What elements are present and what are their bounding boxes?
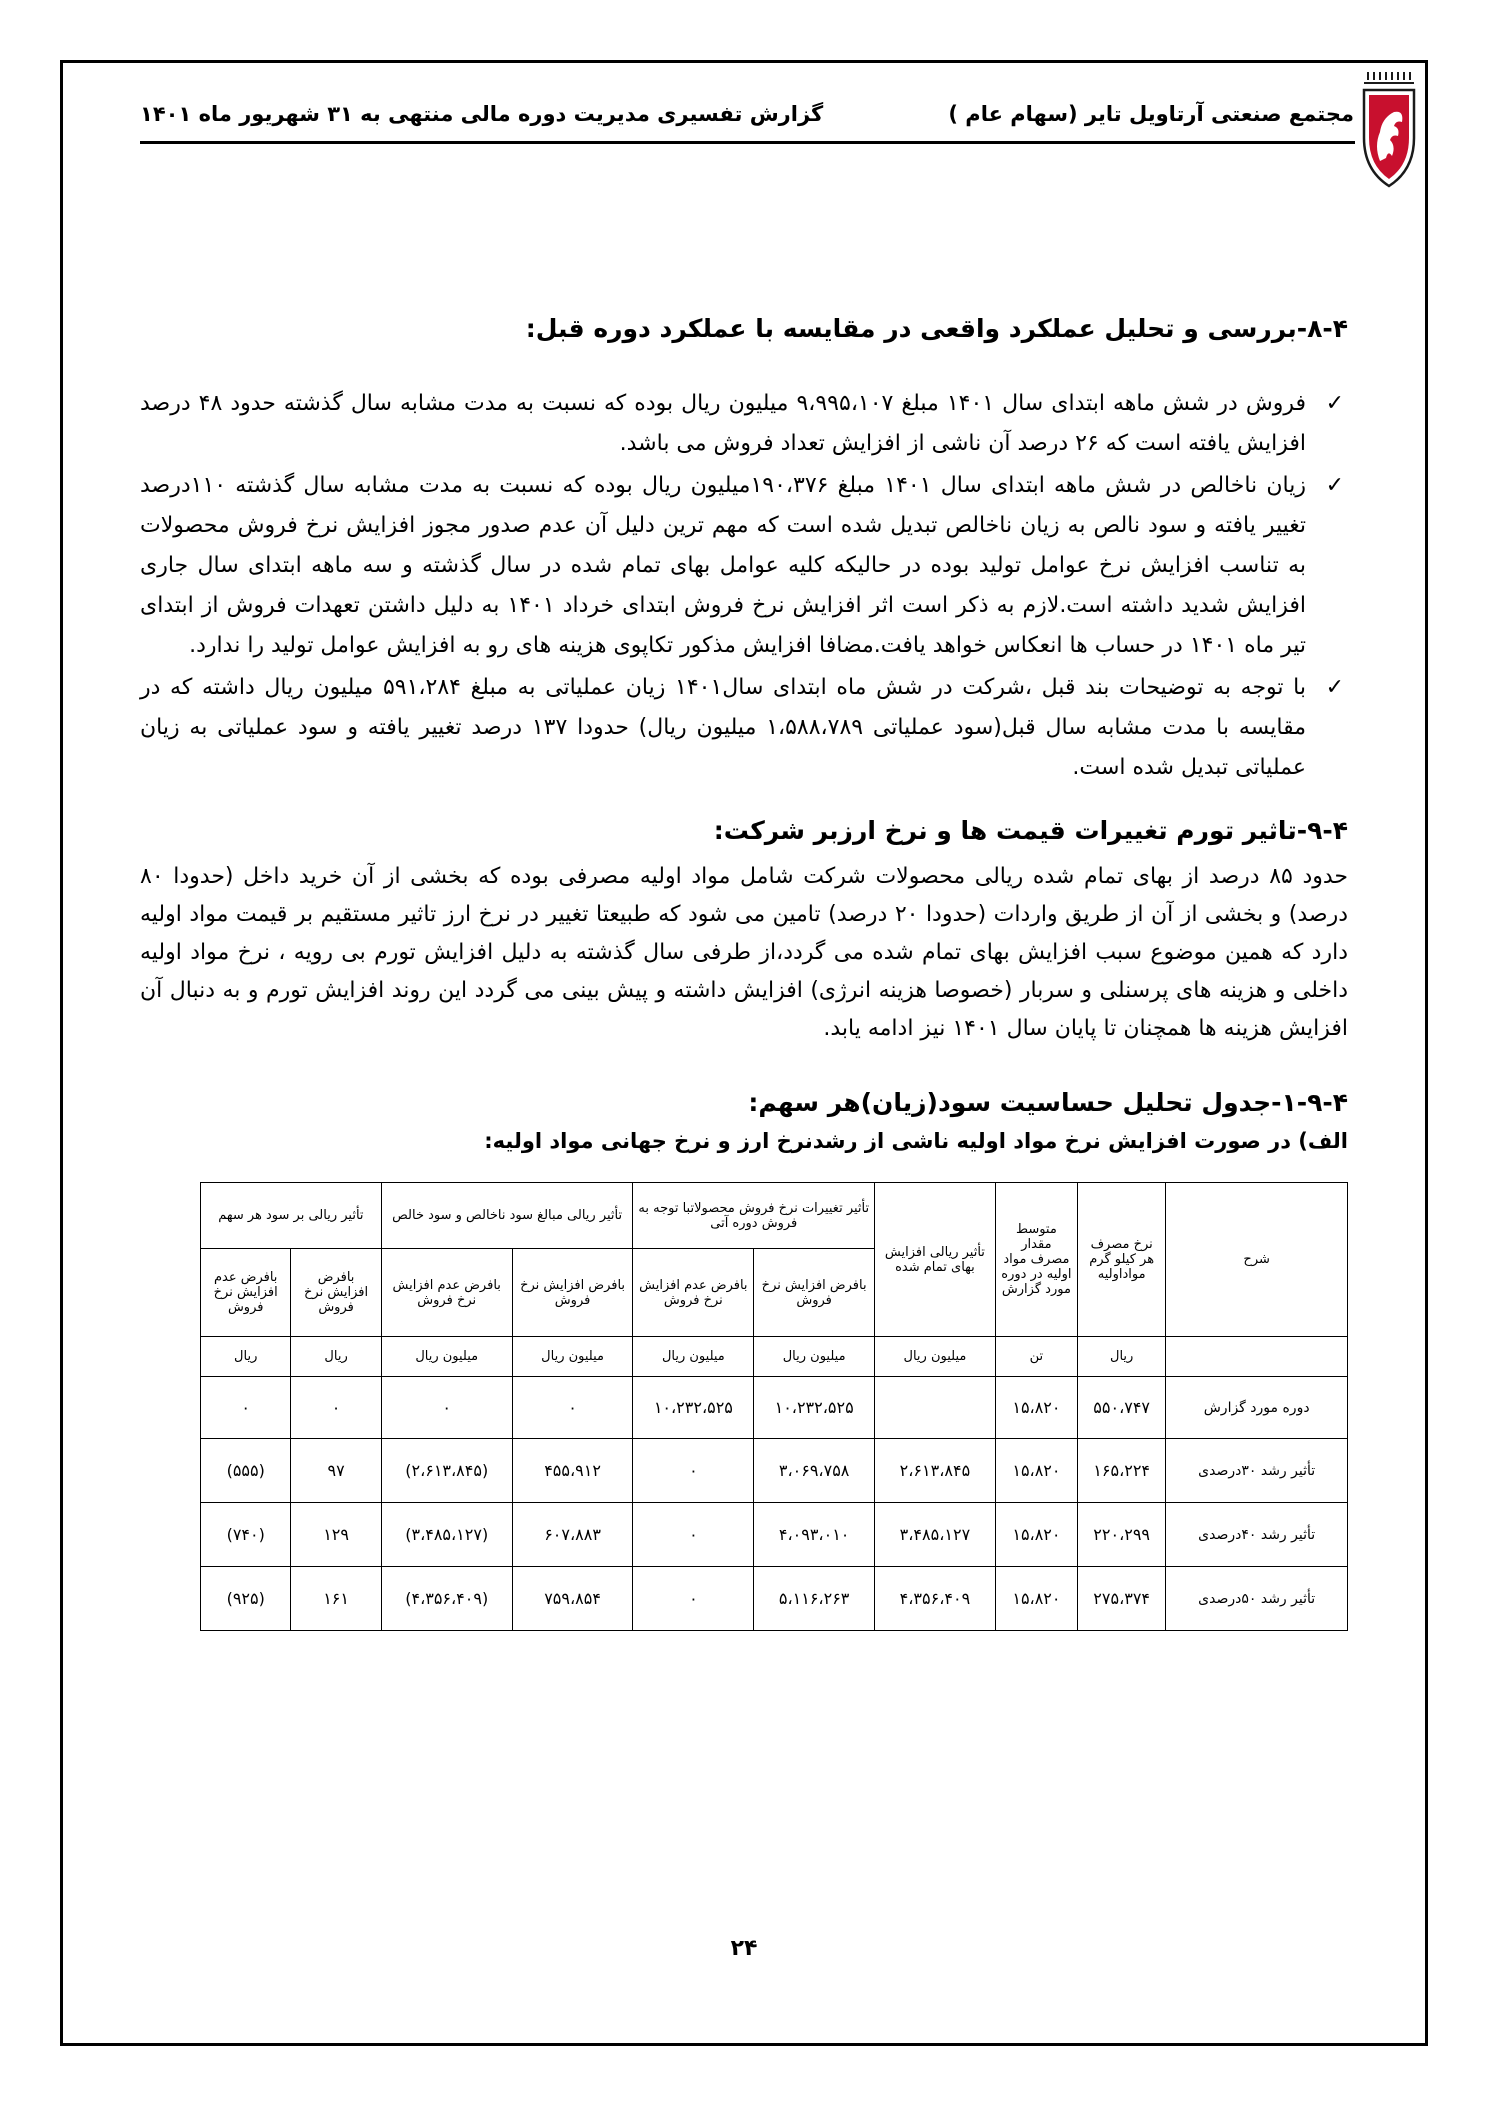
cell-profit-with: ۶۰۷،۸۸۳ bbox=[512, 1503, 633, 1567]
cell-rate: ۲۲۰،۲۹۹ bbox=[1078, 1503, 1166, 1567]
header-sales-group: تأثیر تغییرات نرخ فروش محصولاتبا توجه به فروش دوره آتی bbox=[633, 1183, 875, 1249]
cell-eps-without: (۹۲۵) bbox=[201, 1567, 291, 1631]
cell-profit-with: ۴۵۵،۹۱۲ bbox=[512, 1439, 633, 1503]
table-row bbox=[201, 1377, 1348, 1439]
units-row bbox=[201, 1337, 1348, 1377]
unit-cell: ریال bbox=[201, 1337, 291, 1377]
header-eps-without: بافرض عدم افزایش نرخ فروش bbox=[201, 1249, 291, 1337]
cell-cost: ۴،۳۵۶،۴۰۹ bbox=[875, 1567, 996, 1631]
cell-profit-with: ۰ bbox=[512, 1377, 633, 1439]
cell-sales-without: ۱۰،۲۳۲،۵۲۵ bbox=[633, 1377, 754, 1439]
table-row bbox=[201, 1567, 1348, 1631]
table-row bbox=[201, 1439, 1348, 1503]
header-eps-with: بافرض افزایش نرخ فروش bbox=[291, 1249, 381, 1337]
cell-cost: ۳،۴۸۵،۱۲۷ bbox=[875, 1503, 996, 1567]
cell-sales-without: ۰ bbox=[633, 1439, 754, 1503]
row-label: تأثیر رشد ۵۰درصدی bbox=[1166, 1567, 1348, 1631]
cell-eps-without: (۷۴۰) bbox=[201, 1503, 291, 1567]
checkmark-icon: ✓ bbox=[1325, 391, 1344, 416]
cell-eps-without: ۰ bbox=[201, 1377, 291, 1439]
cell-profit-without: (۲،۶۱۳،۸۴۵) bbox=[381, 1439, 512, 1503]
header-profit-with: بافرض افزایش نرخ فروش bbox=[512, 1249, 633, 1337]
page-header bbox=[140, 94, 1354, 138]
page-number: ۲۴ bbox=[730, 1936, 758, 1961]
header-rate: نرخ مصرف هر کیلو گرم مواداولیه bbox=[1078, 1183, 1166, 1337]
table-row bbox=[201, 1503, 1348, 1567]
cell-sales-without: ۰ bbox=[633, 1503, 754, 1567]
unit-cell: میلیون ریال bbox=[633, 1337, 754, 1377]
row-label: دوره مورد گزارش bbox=[1166, 1377, 1348, 1439]
report-title: گزارش تفسیری مدیریت دوره مالی منتهی به ۳۱ شهریور ماه ۱۴۰۱ bbox=[140, 102, 824, 126]
table-subtitle: الف) در صورت افزایش نرخ مواد اولیه ناشی از رشدنرخ ارز و نرخ جهانی مواد اولیه: bbox=[484, 1129, 1348, 1153]
cell-eps-with: ۱۲۹ bbox=[291, 1503, 381, 1567]
main-content bbox=[140, 300, 1348, 1631]
cell-cost bbox=[875, 1377, 996, 1439]
unit-cell: میلیون ریال bbox=[754, 1337, 875, 1377]
row-label: تأثیر رشد ۴۰درصدی bbox=[1166, 1503, 1348, 1567]
cell-sales-with: ۵،۱۱۶،۲۶۳ bbox=[754, 1567, 875, 1631]
cell-sales-without: ۰ bbox=[633, 1567, 754, 1631]
header-cost: تأثیر ریالی افزایش بهای تمام شده bbox=[875, 1183, 996, 1337]
list-item: ✓ با توجه به توضیحات بند قبل ،شرکت در شش ماه ابتدای سال۱۴۰۱ زیان عملیاتی به مبلغ ۵۹۱،۲۸۴ میلیون ریال داشته که در مقایسه با مدت مشابه سال قبل(سود عملیاتی ۱،۵۸۸،۷۸۹ میلیون ریال) حدودا ۱۳۷ درصد تغییر یافته و سود عملیاتی به زیان عملیاتی تبدیل شده است. bbox=[140, 668, 1348, 788]
unit-cell: تن bbox=[995, 1337, 1077, 1377]
cell-rate: ۱۶۵،۲۲۴ bbox=[1078, 1439, 1166, 1503]
header-rule bbox=[140, 141, 1355, 144]
cell-profit-without: (۴،۳۵۶،۴۰۹) bbox=[381, 1567, 512, 1631]
section-4-9-title: ۹-۴-تاثیر تورم تغییرات قیمت ها و نرخ ارزبر شرکت: bbox=[713, 816, 1348, 845]
company-logo bbox=[1360, 66, 1418, 188]
header-qty: متوسط مقدار مصرف مواد اولیه در دوره مورد گزارش bbox=[995, 1183, 1077, 1337]
header-sales-with: بافرض افزایش نرخ فروش bbox=[754, 1249, 875, 1337]
cell-eps-with: ۰ bbox=[291, 1377, 381, 1439]
section-4-9-1-title: ۱-۹-۴-جدول تحلیل حساسیت سود(زیان)هر سهم: bbox=[748, 1088, 1348, 1117]
section-4-8-title: ۸-۴-بررسی و تحلیل عملکرد واقعی در مقایسه با عملکرد دوره قبل: bbox=[525, 314, 1348, 343]
section-4-9-paragraph: حدود ۸۵ درصد از بهای تمام شده ریالی محصولات شرکت شامل مواد اولیه مصرفی بوده که بخشی از آن خرید داخل (حدودا ۸۰ درصد) و بخشی از آن از طریق واردات (حدودا ۲۰ درصد) تامین می شود که طبیعتا تغییر در نرخ ارز تاثیر مستقیم بر قیمت مواد اولیه دارد که همین موضوع سبب افزایش بهای تمام شده می گردد،از طرفی سال گذشته به دلیل افزایش تورم بی رویه ، نرخ مواد اولیه داخلی و هزینه های پرسنلی و سربار (خصوصا هزینه انرژی) افزایش داشته و پیش بینی می گردد این روند افزایش تورم و به دنبال آن افزایش هزینه ها همچنان تا پایان سال ۱۴۰۱ نیز ادامه یابد. bbox=[140, 864, 1349, 1041]
cell-profit-without: ۰ bbox=[381, 1377, 512, 1439]
cell-qty: ۱۵،۸۲۰ bbox=[995, 1377, 1077, 1439]
cell-profit-without: (۳،۴۸۵،۱۲۷) bbox=[381, 1503, 512, 1567]
cell-rate: ۲۷۵،۳۷۴ bbox=[1078, 1567, 1166, 1631]
list-item: ✓ زیان ناخالص در شش ماهه ابتدای سال ۱۴۰۱ مبلغ ۱۹۰،۳۷۶میلیون ریال بوده که نسبت به مدت مشابه سال گذشته ۱۱۰درصد تغییر یافته و سود نالص به زیان ناخالص تبدیل شده است که مهم ترین دلیل آن عدم صدور مجوز افزایش نرخ فروش محصولات به تناسب افزایش نرخ عوامل تولید بوده در حالیکه کلیه عوامل بهای تمام شده در سال گذشته و سه ماهه ابتدای سال جاری افزایش شدید داشته است.لازم به ذکر است اثر افزایش نرخ فروش ابتدای خرداد ۱۴۰۱ به دلیل داشتن تعهدات فروش از ابتدای تیر ماه ۱۴۰۱ در حساب ها انعکاس خواهد یافت.مضافا افزایش مذکور تکاپوی هزینه های رو به افزایش عوامل تولید را ندارد. bbox=[140, 466, 1348, 666]
cell-qty: ۱۵،۸۲۰ bbox=[995, 1439, 1077, 1503]
section-4-8-bullets bbox=[140, 384, 1348, 788]
unit-cell: ریال bbox=[291, 1337, 381, 1377]
cell-qty: ۱۵،۸۲۰ bbox=[995, 1503, 1077, 1567]
unit-cell: میلیون ریال bbox=[512, 1337, 633, 1377]
header-profit-without: بافرض عدم افزایش نرخ فروش bbox=[381, 1249, 512, 1337]
cell-rate: ۵۵۰،۷۴۷ bbox=[1078, 1377, 1166, 1439]
unit-cell: ریال bbox=[1078, 1337, 1166, 1377]
cell-qty: ۱۵،۸۲۰ bbox=[995, 1567, 1077, 1631]
header-description: شرح bbox=[1166, 1183, 1348, 1337]
unit-cell: میلیون ریال bbox=[381, 1337, 512, 1377]
cell-eps-with: ۹۷ bbox=[291, 1439, 381, 1503]
sensitivity-table bbox=[200, 1182, 1348, 1631]
cell-eps-without: (۵۵۵) bbox=[201, 1439, 291, 1503]
header-eps-group: تأثیر ریالی بر سود هر سهم bbox=[201, 1183, 382, 1249]
cell-eps-with: ۱۶۱ bbox=[291, 1567, 381, 1631]
cell-cost: ۲،۶۱۳،۸۴۵ bbox=[875, 1439, 996, 1503]
cell-sales-with: ۴،۰۹۳،۰۱۰ bbox=[754, 1503, 875, 1567]
unit-cell: میلیون ریال bbox=[875, 1337, 996, 1377]
checkmark-icon: ✓ bbox=[1325, 473, 1344, 498]
header-profit-group: تأثیر ریالی مبالغ سود ناخالص و سود خالص bbox=[381, 1183, 633, 1249]
cell-sales-with: ۳،۰۶۹،۷۵۸ bbox=[754, 1439, 875, 1503]
cell-sales-with: ۱۰،۲۳۲،۵۲۵ bbox=[754, 1377, 875, 1439]
cell-profit-with: ۷۵۹،۸۵۴ bbox=[512, 1567, 633, 1631]
checkmark-icon: ✓ bbox=[1325, 675, 1344, 700]
company-name: مجتمع صنعتی آرتاویل تایر (سهام عام ) bbox=[948, 102, 1354, 126]
list-item: ✓ فروش در شش ماهه ابتدای سال ۱۴۰۱ مبلغ ۹،۹۹۵،۱۰۷ میلیون ریال بوده که نسبت به مدت مشابه سال گذشته حدود ۴۸ درصد افزایش یافته است که ۲۶ درصد آن ناشی از افزایش تعداد فروش می باشد. bbox=[140, 384, 1348, 464]
row-label: تأثیر رشد ۳۰درصدی bbox=[1166, 1439, 1348, 1503]
header-sales-without: بافرض عدم افزایش نرخ فروش bbox=[633, 1249, 754, 1337]
